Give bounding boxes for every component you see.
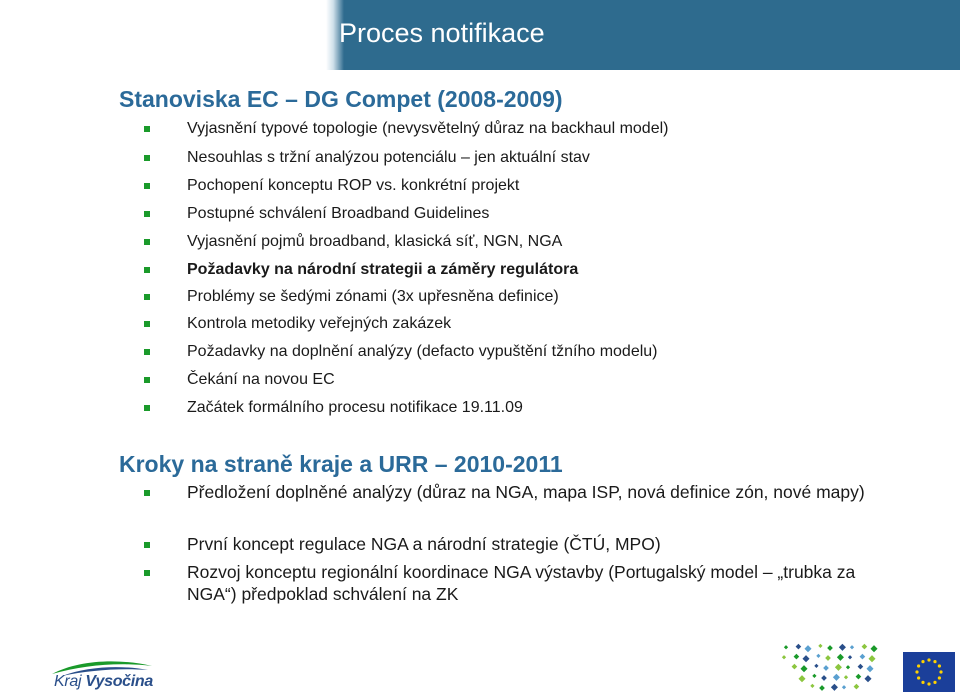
list-item <box>144 231 924 252</box>
logo-dot <box>848 655 852 659</box>
list-item <box>144 369 924 390</box>
logo-dot <box>794 654 800 660</box>
list-item-text: Pochopení konceptu ROP vs. konkrétní projekt <box>187 177 520 194</box>
list-item <box>144 481 924 503</box>
logo-dot <box>837 654 844 661</box>
footer <box>0 634 960 697</box>
logo-dot <box>804 645 811 652</box>
logo-dot <box>814 664 818 668</box>
list-item <box>144 341 924 362</box>
kraj-vysocina-logo <box>48 656 158 696</box>
list-item <box>144 313 924 334</box>
bullet-icon <box>144 490 150 496</box>
list-item-text: Postupné schválení Broadband Guidelines <box>187 205 490 222</box>
list-item-text: Vyjasnění typové topologie (nevysvětelný důraz na backhaul model) <box>187 120 669 137</box>
logo-dot <box>818 644 822 648</box>
eu-star <box>921 660 924 663</box>
logo-dot <box>856 674 862 680</box>
logo-dot <box>844 675 848 679</box>
list-item <box>144 118 924 139</box>
dot-grid-logo-icon <box>770 642 880 694</box>
logo-dot <box>868 655 875 662</box>
eu-star <box>933 681 936 684</box>
logo-dot <box>850 645 854 649</box>
logo-dot <box>860 654 866 660</box>
section1-heading: Stanoviska EC – DG Compet (2008-2009) <box>119 86 563 112</box>
bullet-icon <box>144 183 150 189</box>
title-bar <box>326 0 960 70</box>
logo-dot <box>810 684 814 688</box>
eu-star <box>938 676 941 679</box>
logo-dot <box>816 654 820 658</box>
bullet-icon <box>144 377 150 383</box>
logo-dot <box>784 645 788 649</box>
logo-dot <box>846 665 850 669</box>
list-item-text: První koncept regulace NGA a národní strategie (ČTÚ, MPO) <box>187 534 661 554</box>
list-item <box>144 175 924 196</box>
section2-heading: Kroky na straně kraje a URR – 2010-2011 <box>119 451 563 477</box>
list-item-text: Rozvoj konceptu regionální koordinace NGA výstavby (Portugalský model – „trubka za NGA“) předpoklad schválení na ZK <box>187 562 856 604</box>
logo-prefix: Kraj <box>54 673 82 690</box>
bullet-icon <box>144 211 150 217</box>
logo-dot <box>792 664 798 670</box>
list-item <box>144 259 924 280</box>
bullet-icon <box>144 349 150 355</box>
logo-dot <box>800 665 807 672</box>
logo-dot <box>819 685 825 691</box>
list-item <box>144 397 924 418</box>
logo-dot <box>864 675 871 682</box>
logo-dot <box>827 645 833 651</box>
logo-dot <box>831 684 838 691</box>
bullet-icon <box>144 267 150 273</box>
logo-dot <box>870 645 877 652</box>
logo-dot <box>839 644 846 651</box>
logo-dot <box>833 674 840 681</box>
eu-flag-icon <box>903 652 955 692</box>
list-item-text: Kontrola metodiky veřejných zakázek <box>187 315 452 332</box>
eu-star <box>917 676 920 679</box>
eu-star <box>915 670 918 673</box>
list-item-text: Vyjasnění pojmů broadband, klasická síť, NGN, NGA <box>187 233 563 250</box>
logo-dot <box>854 684 860 690</box>
logo-text <box>54 673 153 691</box>
logo-dot <box>835 664 842 671</box>
list-item <box>144 533 924 555</box>
eu-star <box>927 658 930 661</box>
logo-dot <box>823 665 829 671</box>
logo-dot <box>796 644 802 650</box>
eu-star <box>938 664 941 667</box>
bullet-icon <box>144 405 150 411</box>
list-item <box>144 147 924 168</box>
logo-dot <box>812 674 816 678</box>
logo-dot <box>866 665 873 672</box>
eu-star <box>917 664 920 667</box>
list-item-text: Problémy se šedými zónami (3x upřesněna definice) <box>187 288 559 305</box>
list-item <box>144 203 924 224</box>
list-item-text: Začátek formálního procesu notifikace 19.11.09 <box>187 399 523 416</box>
eu-star <box>939 670 942 673</box>
bullet-icon <box>144 155 150 161</box>
logo-dot <box>821 675 827 681</box>
logo-dot <box>798 675 805 682</box>
list-item <box>144 561 924 605</box>
list-item-text: Požadavky na doplnění analýzy (defacto vypuštění tžního modelu) <box>187 343 658 360</box>
bullet-icon <box>144 126 150 132</box>
eu-stars-icon <box>903 652 955 692</box>
logo-dot <box>862 644 868 650</box>
list-item <box>144 286 924 307</box>
eu-star <box>921 681 924 684</box>
list-item-text: Nesouhlas s tržní analýzou potenciálu – jen aktuální stav <box>187 149 590 166</box>
list-item-text: Čekání na novou EC <box>187 371 335 388</box>
list-item-text: Předložení doplněné analýzy (důraz na NGA, mapa ISP, nová definice zón, nové mapy) <box>187 482 865 502</box>
logo-name: Vysočina <box>85 673 153 690</box>
logo-dot <box>782 655 786 659</box>
bullet-icon <box>144 239 150 245</box>
logo-dot <box>858 664 864 670</box>
bullet-icon <box>144 542 150 548</box>
bullet-icon <box>144 570 150 576</box>
slide-title: Proces notifikace <box>339 18 545 48</box>
logo-dot <box>825 655 831 661</box>
logo-dot <box>802 655 809 662</box>
eu-star <box>933 660 936 663</box>
eu-star <box>927 682 930 685</box>
list-item-text: Požadavky na národní strategii a záměry regulátora <box>187 261 579 278</box>
bullet-icon <box>144 294 150 300</box>
bullet-icon <box>144 321 150 327</box>
logo-dot <box>842 685 846 689</box>
